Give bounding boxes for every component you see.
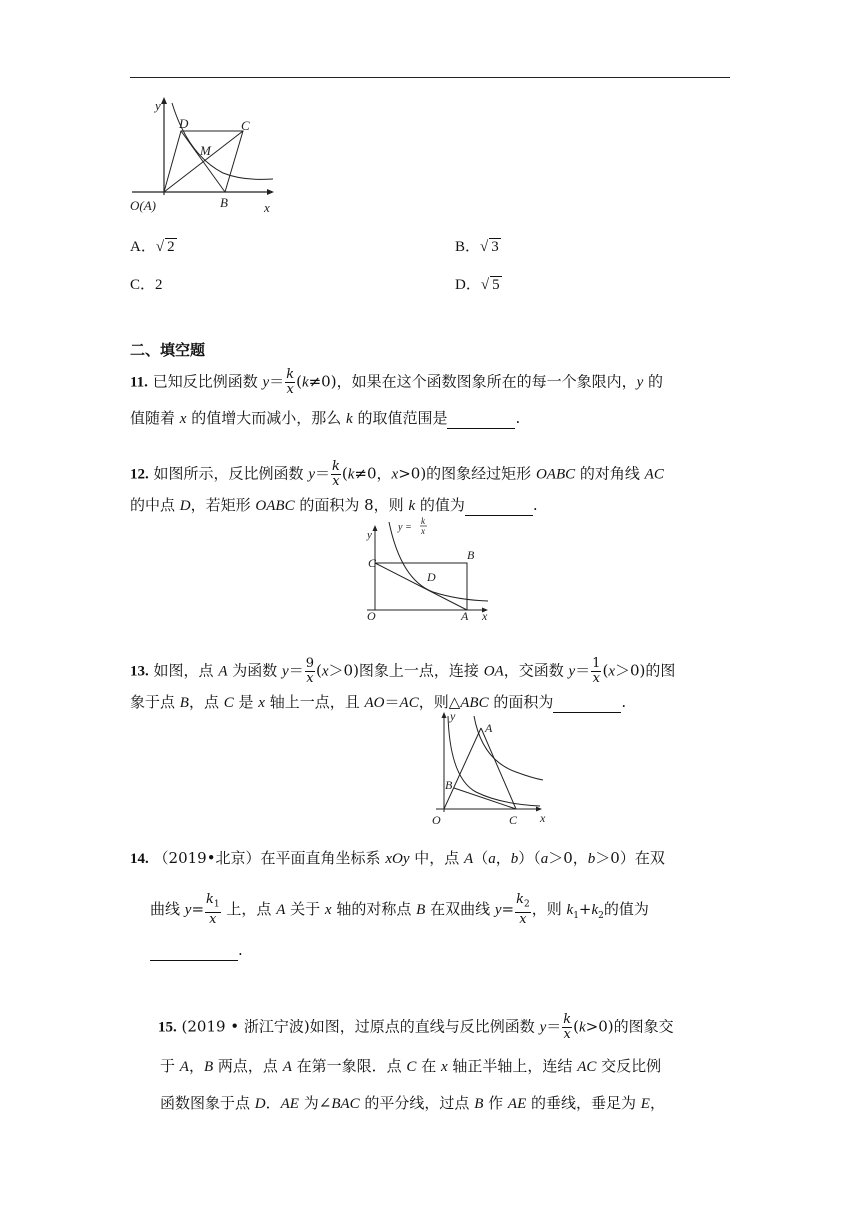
q12-line2: 的中点 D，若矩形 OABC 的面积为 8，则 k 的值为 .	[130, 496, 538, 514]
fig12-x-label: x	[482, 609, 488, 623]
fig12-b-label: B	[467, 548, 475, 562]
q14-line3: .	[150, 940, 243, 961]
fig10-d-label: D	[179, 116, 189, 131]
section-heading: 二、填空题	[130, 341, 206, 359]
option-c-text: 2	[155, 277, 163, 293]
fig12-d-label: D	[427, 570, 436, 584]
option-b-letter: B．	[455, 239, 481, 255]
fig10-m-label: M	[200, 143, 211, 158]
fig10-x-label: x	[264, 200, 270, 215]
fig12-y-label: y	[367, 529, 372, 541]
q14-line1: 14. （2019•北京）在平面直角坐标系 xOy 中，点 A（a，b）（a＞0，b＞0）在双	[130, 849, 665, 867]
option-d-radicand: 5	[492, 277, 500, 293]
q14-fraction-k1: $\frac{k_1}{x}$	[206, 892, 220, 927]
fig13-o-label: O	[432, 813, 441, 827]
fig13-a-label: A	[485, 721, 493, 735]
fig13-x-label: x	[540, 811, 546, 825]
q11-fraction: $\frac{k}{x}$	[286, 367, 295, 397]
fig12-c-label: C	[368, 556, 377, 570]
header-rule	[130, 77, 730, 78]
q15-fraction: $\frac{k}{x}$	[563, 1012, 572, 1042]
fig10-b-label: B	[220, 195, 228, 210]
fig10-o-label: O(A)	[130, 198, 156, 213]
q11-line2: 值随着 x 的值增大而减小，那么 k 的取值范围是 .	[130, 409, 521, 427]
figure-q12	[363, 516, 498, 624]
option-a-radicand: 2	[167, 239, 175, 255]
q13-fraction-9: $\frac{9}{x}$	[305, 656, 314, 686]
q15-line3: 函数图象于点 D．AE 为∠BAC 的平分线，过点 B 作 AE 的垂线，垂足为 E，	[160, 1094, 665, 1112]
fig13-b-label: B	[445, 778, 453, 792]
option-b[interactable]: B．√ 3	[455, 239, 499, 255]
q12-fraction: $\frac{k}{x}$	[332, 459, 340, 489]
fig10-c-label: C	[241, 118, 250, 133]
fig12-xden-label: x	[421, 526, 425, 536]
q12-line1: 12. 如图所示，反比例函数 y＝ $\frac{k}{x}$ (k≠0，x>0)的图象经过矩形 OABC 的对角线 AC	[130, 459, 664, 489]
q13-line1: 13. 如图，点 A 为函数 y＝ $\frac{9}{x}$ (x＞0)图象上一点，连接 OA，交函数 y＝ $\frac{1}{x}$ (x＞0)的图	[130, 656, 676, 686]
fig13-y-label: y	[450, 709, 456, 723]
fig12-k-label: k	[421, 516, 425, 526]
option-d[interactable]: D．√ 5	[455, 277, 500, 293]
fig13-c-label: C	[509, 813, 518, 827]
option-d-letter: D．	[455, 277, 481, 293]
option-b-radicand: 3	[491, 239, 499, 255]
q11-line1: 11. 已知反比例函数 y＝ $\frac{k}{x}$ (k≠0)，如果在这个函数图象所在的每一个象限内，y 的	[130, 367, 664, 397]
figure-q13	[428, 708, 558, 830]
option-c[interactable]	[130, 273, 163, 294]
q12-answer-blank[interactable]	[465, 495, 533, 516]
option-c-letter: C．	[130, 277, 156, 293]
q15-line2: 于 A，B 两点，点 A 在第一象限．点 C 在 x 轴正半轴上，连结 AC 交反比例	[160, 1057, 662, 1075]
q13-line2: 象于点 B，点 C 是 x 轴上一点，且 AO＝AC，则△ABC 的面积为 .	[130, 693, 627, 711]
q13-fraction-1: $\frac{1}{x}$	[592, 656, 601, 686]
q13-answer-blank[interactable]	[553, 692, 621, 713]
fig12-a-label: A	[461, 609, 469, 623]
option-a[interactable]: A．√ 2	[130, 239, 175, 255]
figure-q10	[128, 95, 278, 215]
q11-answer-blank[interactable]	[447, 408, 515, 429]
fig12-curve-label: y =	[398, 522, 412, 533]
q14-answer-blank[interactable]	[150, 940, 238, 961]
q15-line1: 15. (2019 • 浙江宁波)如图，过原点的直线与反比例函数 y＝ $\frac{k}{x}$ (k>0)的图象交	[158, 1012, 674, 1042]
option-a-letter: A．	[130, 239, 156, 255]
q14-line2: 曲线 y= $\frac{k_1}{x}$ 上，点 A 关于 x 轴的对称点 B 在双曲线 y= $\frac{k_2}{x}$ ，则 $k_1+k_2$的值为	[150, 892, 649, 927]
fig10-y-label: y	[155, 98, 161, 113]
q14-fraction-k2: $\frac{k_2}{x}$	[516, 892, 530, 927]
fig12-o-label: O	[367, 609, 376, 623]
